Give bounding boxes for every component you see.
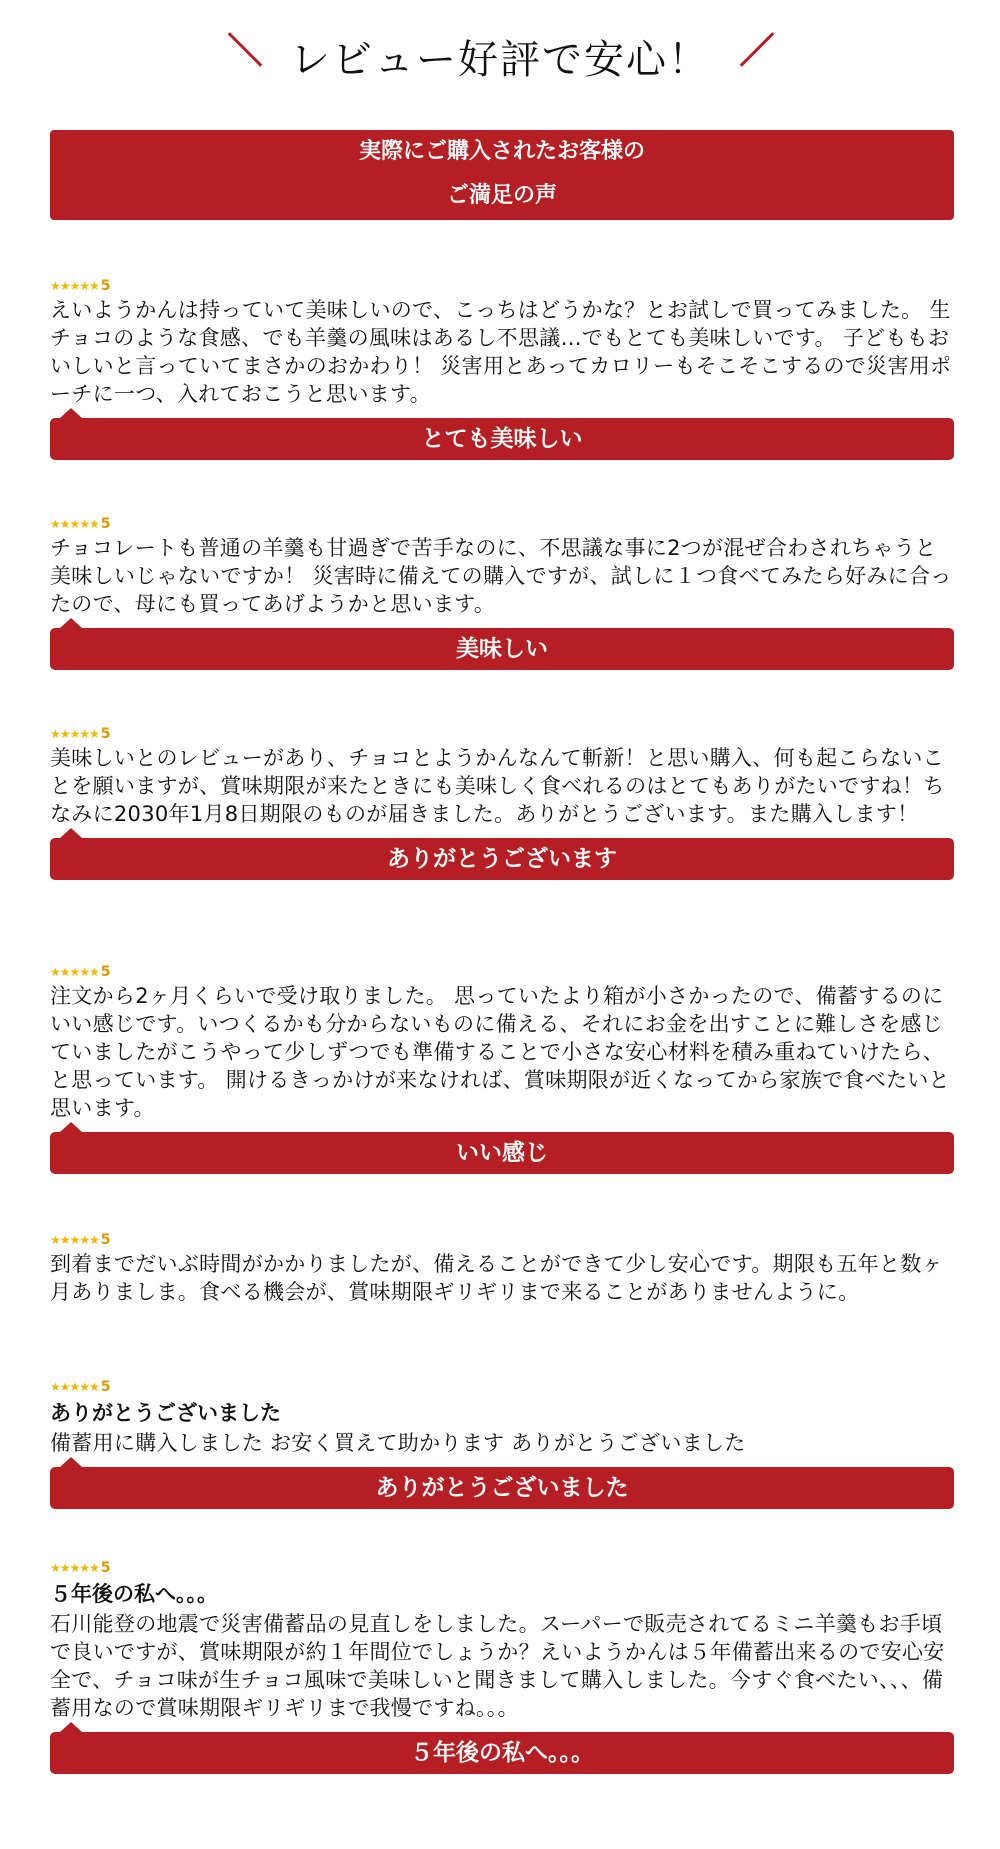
star-rating <box>50 726 954 742</box>
stars-icon: ★★★★★ <box>50 279 99 293</box>
review-tag: いい感じ <box>50 1132 954 1174</box>
stars-icon: ★★★★★ <box>50 1561 99 1575</box>
rating-score: 5 <box>100 964 111 980</box>
review-tag: ありがとうございます <box>50 838 954 880</box>
rating-score: 5 <box>100 1232 111 1248</box>
review-body: チョコレートも普通の羊羹も甘過ぎで苦手なのに、不思議な事に2つが混ぜ合わされちゃうと美味しいじゃないですか！ 災害時に備えての購入ですが、試しに１つ食べてみたら好みに合ったので、母にも買ってあげようかと思います。 <box>50 536 952 616</box>
review-item <box>50 278 954 460</box>
review-tag: ありがとうございました <box>50 1467 954 1509</box>
stars-icon: ★★★★★ <box>50 965 99 979</box>
review-title: ５年後の私へ。。。 <box>50 1582 218 1606</box>
rating-score: 5 <box>100 1379 111 1395</box>
review-item <box>50 1560 954 1774</box>
review-title: ありがとうございました <box>50 1401 281 1425</box>
rating-score: 5 <box>100 278 111 294</box>
stars-icon: ★★★★★ <box>50 517 99 531</box>
stars-icon: ★★★★★ <box>50 1233 99 1247</box>
banner-line-2: ご満足の声 <box>446 183 557 208</box>
star-rating <box>50 516 954 532</box>
review-body: 美味しいとのレビューがあり、チョコとようかんなんて斬新！と思い購入、何も起こらないことを願いますが、賞味期限が来たときにも美味しく食べれるのはとてもありがたいですね！ちなみに2030年1月8日期限のものが届きました。ありがとうございます。また購入します！ <box>50 746 945 826</box>
review-body: 石川能登の地震で災害備蓄品の見直しをしました。スーパーで販売されてるミニ羊羹もお手頃で良いですが、賞味期限が約１年間位でしょうか？えいようかんは５年備蓄出来るので安心安全で、チョコ味が生チョコ風味で美味しいと聞きまして購入しました。今すぐ食べたい、、、備蓄用なので賞味期限ギリギリまで我慢ですね。。。 <box>50 1612 945 1720</box>
review-item <box>50 964 954 1174</box>
star-rating <box>50 278 954 294</box>
rating-score: 5 <box>100 1560 111 1576</box>
star-rating <box>50 964 954 980</box>
rating-score: 5 <box>100 516 111 532</box>
review-item <box>50 516 954 670</box>
stars-icon: ★★★★★ <box>50 1380 99 1394</box>
stars-icon: ★★★★★ <box>50 727 99 741</box>
review-tag: ５年後の私へ。。。 <box>50 1732 954 1774</box>
page-title: レビュー好評で安心！ <box>290 37 710 83</box>
banner-line-1: 実際にご購入されたお客様の <box>358 139 645 164</box>
review-tag: とても美味しい <box>50 418 954 460</box>
review-item <box>50 1232 954 1306</box>
review-body: えいようかんは持っていて美味しいので、こっちはどうかな？とお試しで買ってみました。 生チョコのような食感、でも羊羹の風味はあるし不思議…でもとても美味しいです。 子どももおいしいと言っていてまさかのおかわり！ 災害用とあってカロリーもそこそこするので災害用ポーチに一つ、入れておこうと思います。 <box>50 298 952 406</box>
review-item <box>50 726 954 880</box>
review-item <box>50 1379 954 1509</box>
page-header <box>0 18 1000 88</box>
customer-voice-banner <box>50 130 954 220</box>
review-body: 注文から2ヶ月くらいで受け取りました。 思っていたより箱が小さかったので、備蓄するのにいい感じです。いつくるかも分からないものに備える、それにお金を出すことに難しさを感じていましたがこうやって少しずつでも準備することで小さな安心材料を積み重ねていけたら、と思っています。 開けるきっかけが来なければ、賞味期限が近くなってから家族で食べたいと思います。 <box>50 984 950 1120</box>
star-rating <box>50 1560 954 1576</box>
rating-score: 5 <box>100 726 111 742</box>
review-body: 到着までだいぶ時間がかかりましたが、備えることができて少し安心です。期限も五年と数ヶ月ありましま。食べる機会が、賞味期限ギリギリまで来ることがありませんように。 <box>50 1252 943 1304</box>
review-body: 備蓄用に購入しました お安く買えて助かります ありがとうございました <box>50 1431 746 1455</box>
star-rating <box>50 1232 954 1248</box>
star-rating <box>50 1379 954 1395</box>
review-tag: 美味しい <box>50 628 954 670</box>
